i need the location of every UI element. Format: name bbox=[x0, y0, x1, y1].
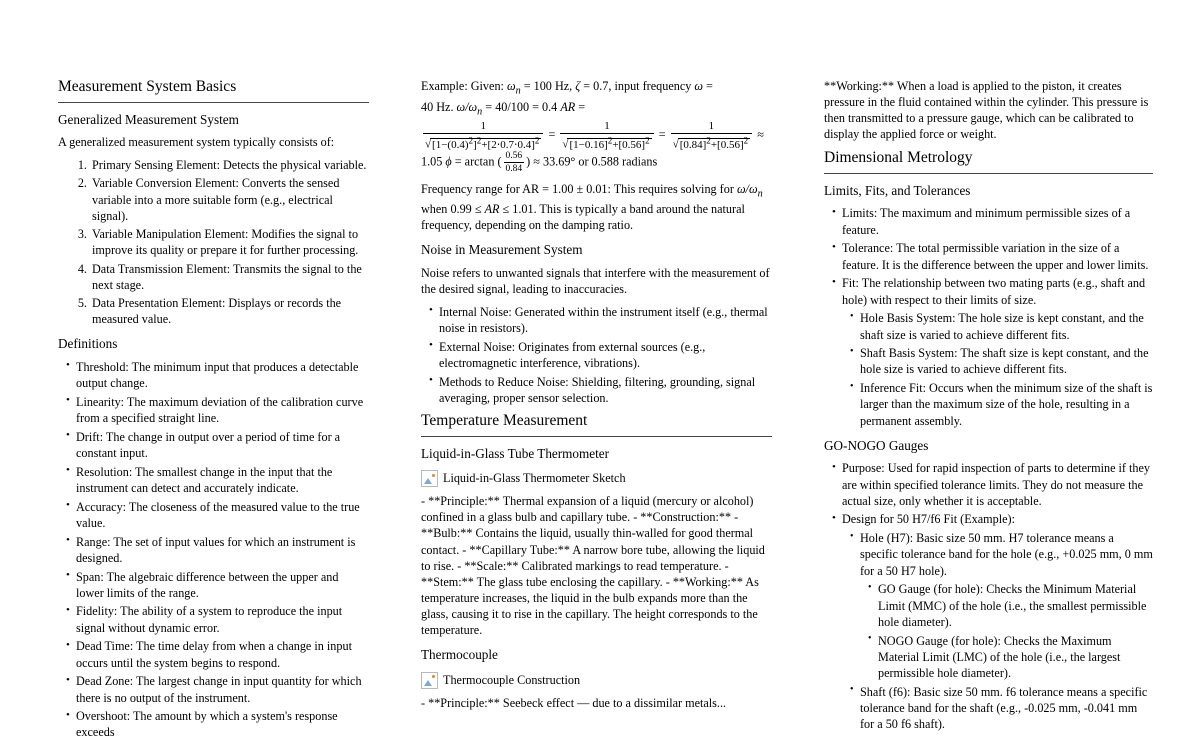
arctan-fraction bbox=[504, 151, 525, 175]
freq-range-line2a: when 0.99 ≤ bbox=[421, 201, 482, 216]
list-item bbox=[832, 275, 1153, 428]
list-item: • Drift: The change in output over a period of time for a constant input. bbox=[66, 429, 369, 461]
approx-symbol: ≈ bbox=[757, 127, 764, 142]
column-right bbox=[794, 78, 1191, 741]
list-item: • Hole Basis System: The hole size is kept constant, and the shaft size is varied to achieve different fits. bbox=[850, 310, 1153, 342]
figure-caption: Liquid-in-Glass Thermometer Sketch bbox=[443, 471, 626, 486]
list-item: • Shaft (f6): Basic size 50 mm. f6 tolerance means a specific tolerance band for the shaft (e.g., -0.025 mm, -0.041 mm for a 50 f6 shaft). bbox=[850, 684, 1153, 733]
noise-list bbox=[421, 304, 772, 406]
list-item: • Purpose: Used for rapid inspection of parts to determine if they are within specified tolerance limits. They do not measure the actual size, only whether it is acceptable. bbox=[832, 460, 1153, 509]
list-item: 4. Data Transmission Element: Transmits the signal to the next stage. bbox=[90, 261, 369, 293]
example-line1-c: = bbox=[706, 79, 713, 93]
phi-symbol: ϕ bbox=[445, 155, 452, 169]
list-item: • Span: The algebraic difference between the upper and lower limits of the range. bbox=[66, 569, 369, 601]
list-item: • Threshold: The minimum input that produces a detectable output change. bbox=[66, 359, 369, 391]
ar-fraction-2 bbox=[560, 120, 653, 151]
ar-symbol: AR bbox=[484, 201, 500, 216]
hole-gauge-sublist bbox=[860, 581, 1153, 681]
section-heading-definitions: Definitions bbox=[58, 336, 118, 352]
gauge-design-sublist bbox=[842, 530, 1153, 732]
list-item: 3. Variable Manipulation Element: Modifies the signal to improve its quality or prepare it for further processing. bbox=[90, 226, 369, 258]
image-placeholder-icon bbox=[421, 470, 438, 487]
fraction-numerator: 0.56 bbox=[505, 151, 523, 162]
list-item: • Fidelity: The ability of a system to reproduce the input signal without dynamic error. bbox=[66, 603, 369, 635]
list-item: • Resolution: The smallest change in the input that the instrument can detect and accurately indicate. bbox=[66, 464, 369, 496]
image-placeholder-icon bbox=[421, 672, 438, 689]
example-math-block bbox=[421, 78, 772, 175]
example-lead: Example: Given: bbox=[421, 79, 504, 93]
list-item: • NOGO Gauge (for hole): Checks the Maximum Material Limit (LMC) of the hole (i.e., the largest permissible hole diameter). bbox=[868, 633, 1153, 682]
example-line2-c: = bbox=[578, 100, 586, 115]
gauges-list bbox=[824, 460, 1153, 735]
list-item-label: Fit: The relationship between two mating parts (e.g., shaft and hole) with respect to their limits of size. bbox=[842, 276, 1146, 307]
list-item: • Overshoot: The amount by which a system's response exceeds bbox=[66, 708, 369, 740]
example-line2: 40 Hz. bbox=[421, 100, 454, 115]
fit-sublist bbox=[842, 310, 1153, 429]
example-line2-b: = 40/100 = 0.4 bbox=[485, 100, 558, 115]
fraction-numerator: 1 bbox=[480, 120, 486, 133]
list-item-label: Hole (H7): Basic size 50 mm. H7 tolerance means a specific tolerance band for the hole (e.g., +0.025 mm, 0 mm for a 50 H7 hole). bbox=[860, 531, 1153, 578]
sqrt-symbol: $√[0.84]^2+[0.56]^2$ bbox=[672, 134, 749, 151]
list-item: 5. Data Presentation Element: Displays or records the measured value. bbox=[90, 295, 369, 327]
section-heading-noise: Noise in Measurement System bbox=[421, 242, 583, 258]
noise-intro-paragraph: Noise refers to unwanted signals that interfere with the measurement of the desired signal, leading to inaccuracies. bbox=[421, 265, 770, 296]
list-item: • Range: The set of input values for which an instrument is designed. bbox=[66, 534, 369, 566]
column-middle bbox=[397, 78, 794, 718]
figure-liquid-in-glass-thermometer bbox=[421, 470, 626, 487]
list-item: 2. Variable Conversion Element: Converts the sensed variable into a more suitable form (e.g., electrical signal). bbox=[90, 175, 369, 224]
list-item: • Dead Zone: The largest change in input quantity for which there is no output of the instrument. bbox=[66, 673, 369, 705]
sqrt-symbol: $√[1-(0.4)^2]^2+[2\cdot 0.7\cdot 0.4]^2$ bbox=[425, 134, 540, 151]
freq-range-line2b: ≤ 1.01. This is typically a band around bbox=[502, 201, 691, 216]
arctan-lead: = arctan bbox=[454, 155, 495, 169]
arctan-paren-close: ) bbox=[526, 155, 531, 169]
working-paragraph: **Working:** When a load is applied to the piston, it creates pressure in the fluid contained within the cylinder. This pressure is then transmitted to a pressure gauge, which can be calibrated to display the applied force or weight. bbox=[824, 79, 1149, 142]
example-line1-a: = 100 Hz, bbox=[523, 79, 573, 93]
section-heading-go-nogo-gauges: GO-NOGO Gauges bbox=[824, 437, 929, 453]
column-left bbox=[0, 78, 397, 747]
list-item: • External Noise: Originates from external sources (e.g., electromagnetic interference, vibrations). bbox=[429, 339, 772, 371]
list-item: • Tolerance: The total permissible variation in the size of a feature. It is the difference between the upper and lower limits. bbox=[832, 240, 1153, 272]
list-item: • Accuracy: The closeness of the measured value to the true value. bbox=[66, 499, 369, 531]
thermocouple-body-truncated: - **Principle:** Seebeck effect — due to a dissimilar metals... bbox=[421, 695, 727, 710]
arctan-paren-open: ( bbox=[497, 155, 502, 169]
sqrt-symbol: $√[1-0.16]^2+[0.56]^2$ bbox=[562, 134, 650, 151]
fraction-denominator bbox=[560, 133, 653, 151]
equals-2: = bbox=[658, 127, 666, 142]
measurement-elements-list bbox=[58, 157, 369, 327]
list-item: • Limits: The maximum and minimum permissible sizes of a feature. bbox=[832, 205, 1153, 237]
example-line1-b: = 0.7, input frequency bbox=[583, 79, 692, 93]
ar-fraction-3 bbox=[671, 120, 753, 151]
list-item bbox=[850, 530, 1153, 681]
list-item: • Inference Fit: Occurs when the minimum size of the shaft is larger than the maximum size of the hole, resulting in a permanent assembly. bbox=[850, 380, 1153, 429]
limits-list bbox=[824, 205, 1153, 428]
figure-caption: Thermocouple Construction bbox=[443, 672, 581, 687]
list-item: • Dead Time: The time delay from when a change in input occurs until the system begins to respond. bbox=[66, 638, 369, 670]
fraction-numerator: 1 bbox=[708, 120, 715, 133]
list-item-label: Design for 50 H7/f6 Fit (Example): bbox=[842, 512, 1015, 527]
ar-fraction-1 bbox=[423, 120, 543, 151]
arctan-result: ≈ 33.69° or 0.588 radians bbox=[533, 155, 658, 169]
section-heading-limits-fits-tolerances: Limits, Fits, and Tolerances bbox=[824, 182, 971, 198]
intro-paragraph: A generalized measurement system typically consists of: bbox=[58, 135, 335, 150]
ar-symbol: AR bbox=[560, 100, 576, 115]
list-item: • Shaft Basis System: The shaft size is kept constant, and the hole size is varied to achieve different fits. bbox=[850, 345, 1153, 377]
definitions-list bbox=[58, 359, 369, 741]
omega-ratio-symbol: $\omega/\omega_n$ bbox=[456, 100, 483, 118]
zeta-symbol: ζ bbox=[575, 79, 581, 93]
freq-range-line1: Frequency range for AR = 1.00 ± 0.01: This requires solving for bbox=[421, 182, 734, 197]
section-heading-generalized-measurement-system: Generalized Measurement System bbox=[58, 111, 239, 127]
fraction-denominator bbox=[671, 133, 753, 151]
page-title: Measurement System Basics bbox=[58, 78, 369, 103]
equals-1: = bbox=[548, 127, 556, 142]
section-title-temperature-measurement: Temperature Measurement bbox=[421, 412, 772, 437]
section-heading-thermocouple: Thermocouple bbox=[421, 647, 498, 663]
list-item: • Linearity: The maximum deviation of the calibration curve from a specified straight line. bbox=[66, 394, 369, 426]
list-item bbox=[832, 511, 1153, 732]
three-column-layout bbox=[0, 78, 1191, 747]
section-heading-liquid-in-glass: Liquid-in-Glass Tube Thermometer bbox=[421, 445, 610, 461]
figure-thermocouple-construction bbox=[421, 672, 580, 689]
section-title-dimensional-metrology: Dimensional Metrology bbox=[824, 149, 1153, 174]
omega-symbol: ω bbox=[694, 79, 703, 93]
freq-range-line3: the natural frequency, depending on the damping ratio. bbox=[421, 201, 745, 233]
fraction-denominator: 0.84 bbox=[505, 164, 523, 175]
omega-ratio-symbol: $\omega/\omega_n$ bbox=[736, 182, 763, 200]
omega-n-symbol: $\omega_n$ bbox=[506, 79, 521, 97]
ar-result: 1.05 bbox=[421, 155, 443, 169]
list-item: • GO Gauge (for hole): Checks the Minimum Material Limit (MMC) of the hole (i.e., the smallest permissible hole diameter). bbox=[868, 581, 1153, 630]
list-item: • Methods to Reduce Noise: Shielding, filtering, grounding, signal averaging, proper sensor selection. bbox=[429, 374, 772, 406]
fraction-denominator bbox=[423, 133, 543, 151]
liquid-in-glass-body: - **Principle:** Thermal expansion of a liquid (mercury or alcohol) confined in a glass bulb and capillary tube. - **Construction:** - **Bulb:** Contains the liquid, usually thin-walled for good thermal contact. - **Capillary Tube:** A narrow bore tube, allowing the liquid to rise. - **Scale:** Calibrated markings to read temperature. - **Stem:** The glass tube enclosing the capillary. - **Working:** As temperature increases, the liquid in the bulb expands more than the glass, causing it to rise in the capillary. The height corresponds to the temperature. bbox=[421, 494, 765, 638]
list-item: • Internal Noise: Generated within the instrument itself (e.g., thermal noise in resistors). bbox=[429, 304, 772, 336]
frequency-range-paragraph bbox=[421, 181, 772, 233]
list-item: 1. Primary Sensing Element: Detects the physical variable. bbox=[90, 157, 369, 173]
fraction-numerator: 1 bbox=[604, 120, 610, 133]
